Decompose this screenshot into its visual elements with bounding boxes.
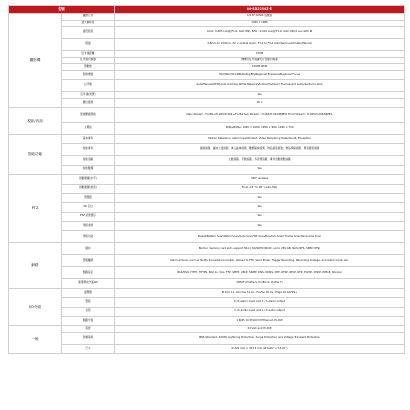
row-value: IP66 Standard, 4000V Lightning Protection, Surge Protection and Voltage Transient Protection [115, 333, 405, 345]
row-label: 白平衡 [62, 80, 115, 92]
row-value: 1-ch audio input and 1-ch audio output [115, 307, 405, 316]
row-label: 影像壓縮規格 [62, 108, 115, 123]
group-network: 網路 [9, 243, 62, 288]
row-label: 智能追蹤 [62, 156, 115, 165]
spec-row [9, 307, 405, 316]
row-value: Color: 0.005 Lux@(F1.6, AGC ON), B/W : 0.001 Lux@(F1.6, AGC ON) 0 Lux with IR [115, 27, 405, 39]
spec-row [9, 255, 405, 267]
row-value: Yes [115, 92, 405, 99]
row-value: IPv4/IPv6, HTTP, HTTPS, 802.1x, Qos, FTP, SMTP, UPnP, SNMP, DNS, DDNS, NTP, RTSP, RTCP, RTP, TCP/IP, DHCP, PPPoE, Bonjour [115, 267, 405, 279]
spec-row [9, 51, 405, 58]
row-value: 1920 x 1080 [115, 20, 405, 27]
row-value: 主動追蹤、手動追蹤、多目標追蹤、事件自動連動追蹤 [115, 156, 405, 165]
row-label: 智能事件 [62, 144, 115, 156]
spec-row [9, 98, 405, 107]
spec-row [9, 203, 405, 212]
row-label: 通用開放介面API [62, 279, 115, 288]
row-value: 4.8mm to 153mm, 32 × optical zoom, F1.2 to F4.4 Auto/Semi-automatic/Manual [115, 39, 405, 51]
row-label: 預設凍結 [62, 222, 115, 231]
row-value: 2-ch alarm input and 1-ch alarm output [115, 298, 405, 307]
row-value: 機構式紅外線濾光片自動切換器 [115, 57, 405, 64]
row-value: Ø 220 mm × 353.4 mm (Ø 8.66" × 13.91") [115, 345, 405, 354]
row-value: 越線偵測、區域入侵偵測、進入區域偵測、離開區域偵測、物品遺留偵測、物品移除偵測、場景變更偵測 [115, 144, 405, 156]
spec-row [9, 279, 405, 288]
spec-row [9, 122, 405, 134]
spec-row [9, 193, 405, 202]
row-value: Main Stream : H.265+/H.265/H.264+/H.264 Sub Stream : H.265/H.264/MJPEG Third Stream : H.265/H.264/MJPEG [115, 108, 405, 123]
row-value: Built-in memory card slot, support Micro SD/SDHC/SDXC, up to 256 GB; NAS (NFS, SMB/ CIFS) [115, 243, 405, 255]
spec-row [9, 80, 405, 92]
row-label: 寬動態 [62, 64, 115, 71]
row-label: 移動範圍(垂直) [62, 184, 115, 193]
row-label: 攝像元件 [62, 14, 115, 21]
spec-row [9, 333, 405, 345]
row-value: Yes [115, 222, 405, 231]
spec-row [9, 175, 405, 184]
row-value: 1 RJ45 10 M/100 M Ethernet, Hi-PoE [115, 317, 405, 326]
row-label: 警報觸發 [62, 255, 115, 267]
row-value: IE 8 to 11, Chrome 31.0+, Firefox 30.0+, Edge 16.16299+ [115, 288, 405, 297]
row-label: 警報 [62, 298, 115, 307]
row-value: Motion Detection, Alarm Input/Output, Video Tampering Detection/4, Exception [115, 134, 405, 143]
row-value: 1/2.8" CMOS 感應器 [115, 14, 405, 21]
row-label: 數位變焦 [62, 98, 115, 107]
row-label: 主碼流 [62, 122, 115, 134]
row-label: 預設功能 [62, 231, 115, 243]
row-value: ONVIF (Profile S, Profile G, Profile T) [115, 279, 405, 288]
row-value: 150M [115, 51, 405, 58]
row-label: PTZ 狀態顯示 [62, 212, 115, 221]
row-label: 智能數據 [62, 165, 115, 174]
group-general: 一般 [9, 326, 62, 354]
spec-row [9, 57, 405, 64]
row-value: Yes [115, 165, 405, 174]
row-label: 網路協定 [62, 267, 115, 279]
row-label: 音訊 [62, 307, 115, 316]
row-value: 16 × [115, 98, 405, 107]
spec-row [9, 267, 405, 279]
row-label: 紅外線(智慧) [62, 92, 115, 99]
row-value: Preset/Pattern Scan/Patrol Scan/Auto Scan/Tilt Scan/Random Scan/ Frame Scan/Panorama Scan [115, 231, 405, 243]
row-label: 鏡頭 [62, 39, 115, 51]
spec-row [9, 156, 405, 165]
spec-row [9, 231, 405, 243]
row-label: 瀏覽器 [62, 288, 115, 297]
group-io: I/O介面 [9, 288, 62, 326]
row-value: Yes [115, 203, 405, 212]
spec-row [9, 212, 405, 221]
spec-row [9, 345, 405, 354]
spec-row [9, 222, 405, 231]
spec-row [9, 20, 405, 27]
row-label: 預置點 [62, 193, 115, 202]
spec-row [9, 298, 405, 307]
group-ptz: PTZ [9, 175, 62, 243]
row-label: 電源 [62, 326, 115, 333]
spec-row [9, 144, 405, 156]
row-label: 紅外線距離 [62, 51, 115, 58]
spec-row [9, 165, 405, 174]
row-label: 移動範圍(水平) [62, 175, 115, 184]
group-camera: 攝影機 [9, 14, 62, 108]
row-value: Yes [115, 193, 405, 202]
spec-row [9, 108, 405, 123]
group-smart: 智能功能 [9, 134, 62, 174]
spec-row [9, 92, 405, 99]
header-row [9, 6, 405, 14]
row-label: 尺寸 [62, 345, 115, 354]
spec-row [9, 243, 405, 255]
row-label: 網路介面 [62, 317, 115, 326]
row-value: HLC/BLC/3D DNR/Defog/EIS/Regional Exposure/Regional Focus [115, 70, 405, 79]
spec-row [9, 288, 405, 297]
row-label: 最低照度 [62, 27, 115, 39]
header-model-label: 型號 [9, 6, 115, 14]
row-label: 最大解析度 [62, 20, 115, 27]
row-label: 基本事件 [62, 134, 115, 143]
spec-row [9, 184, 405, 193]
row-label: 防護等級 [62, 333, 115, 345]
spec-row [9, 39, 405, 51]
row-label: 影像增強 [62, 70, 115, 79]
spec-row [9, 14, 405, 21]
spec-row [9, 317, 405, 326]
header-model-value: IN-SD2234Z-E [115, 6, 405, 14]
spec-table [8, 5, 405, 354]
row-value: Auto/Manual/ATW(Auto-tracking White Balance)/Indoor/Outdoor/ Fluorescent Lamp/Sodium Lamp [115, 80, 405, 92]
row-label: 紅外線切換器 [62, 57, 115, 64]
row-label: 儲存 [62, 243, 115, 255]
row-value: 24 VAC and Hi-PoE [115, 326, 405, 333]
spec-sheet [8, 5, 404, 354]
row-value: 30fps/60fps: 1920 × 1080, 1280 × 960, 1280 × 720 [115, 122, 405, 134]
row-value: Alarm actions, such as Notify Surveillance Center, Upload to FTP, Send Email, Trigger Recording, Recording Linkage, and Alarm Input, etc. [115, 255, 405, 267]
spec-row [9, 27, 405, 39]
spec-row [9, 70, 405, 79]
spec-row [9, 134, 405, 143]
spec-row [9, 64, 405, 71]
row-label: 3D 定位 [62, 203, 115, 212]
row-value: Yes [115, 212, 405, 221]
row-value: 120dB WDR [115, 64, 405, 71]
row-value: 360° endless [115, 175, 405, 184]
row-value: From -15° to 90° (auto-flip) [115, 184, 405, 193]
group-video-audio: 視訊/音訊 [9, 108, 62, 135]
spec-row [9, 326, 405, 333]
